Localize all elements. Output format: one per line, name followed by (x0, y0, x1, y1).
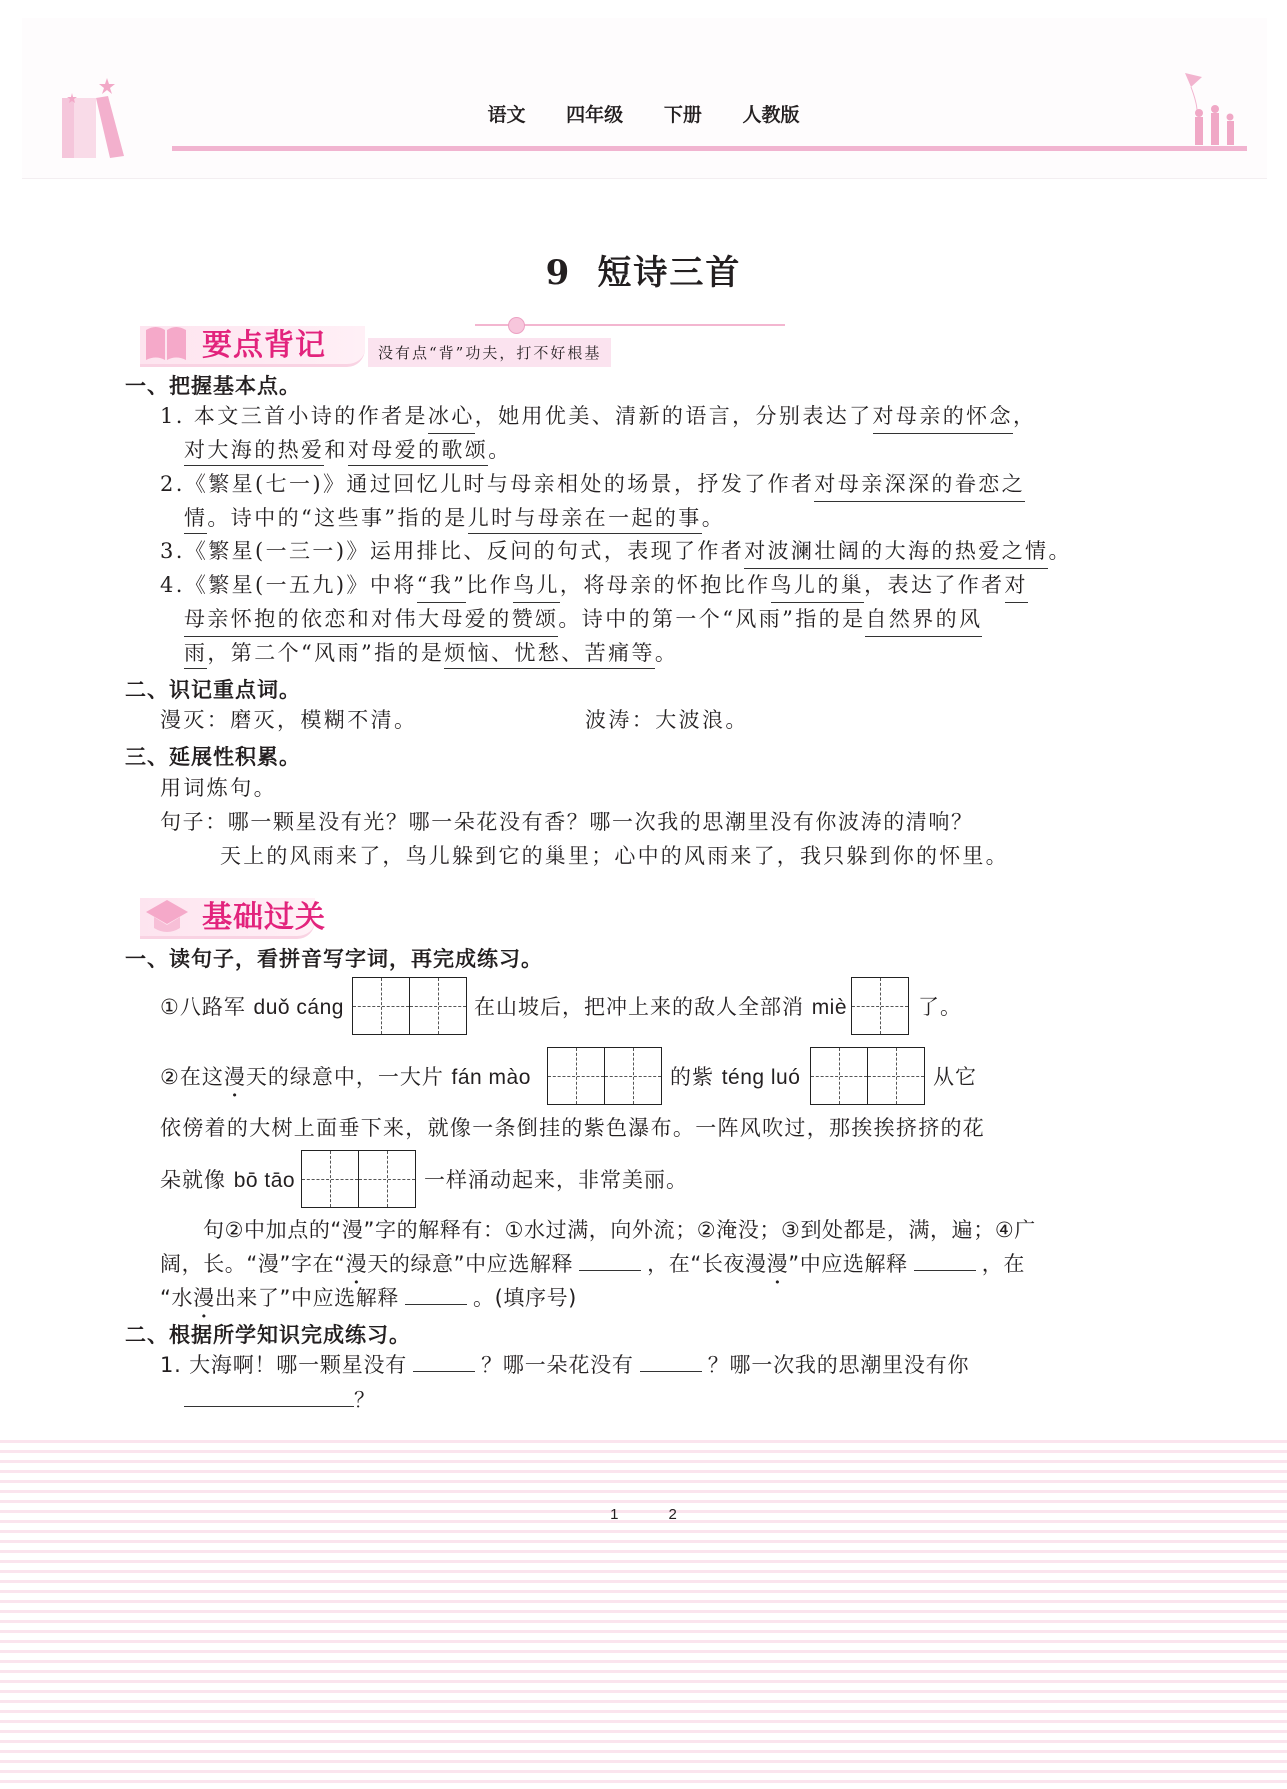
text: ，在“长夜漫 (647, 1252, 767, 1276)
pinyin: fán mào (451, 1066, 531, 1089)
answer-underlined: 情 (184, 506, 207, 534)
answer-underlined: 对 (1005, 571, 1028, 603)
text: 和 (324, 438, 348, 462)
text: ，在 (981, 1252, 1025, 1276)
answer-underlined: 母亲怀抱的依恋和对伟大母爱的赞颂 (184, 605, 558, 637)
header-rule (172, 146, 1247, 151)
answer-blank[interactable] (640, 1353, 702, 1372)
graduation-cap-icon (144, 896, 190, 936)
point-line (160, 470, 1026, 502)
heading-question-2: 二、根据所学知识完成练习。 (125, 1323, 411, 1347)
text: 一样涌动起来，非常美丽。 (424, 1168, 688, 1192)
sentence-1-cont (474, 993, 847, 1022)
footer-stripes (0, 1440, 1287, 1789)
text: 天的绿意”中应选解释 (367, 1252, 574, 1276)
banner-motto: 没有点“背”功夫，打不好根基 (368, 338, 611, 367)
text: 。诗中的“这些事”指的是 (207, 506, 468, 530)
text: 4.《繁星(一五九)》中将 (160, 573, 417, 597)
text: ，她用优美、清新的语言，分别表达了 (474, 404, 873, 428)
text: ，表达了作者 (864, 573, 1005, 597)
answer-underlined: 冰心 (428, 402, 475, 434)
question-2-line-2 (184, 1386, 376, 1414)
text: 出来了”中应选解释 (214, 1286, 399, 1310)
header-edition: 人教版 (742, 104, 800, 126)
sentence-2 (160, 1063, 531, 1102)
banner-label: 基础过关 (202, 900, 326, 935)
text: 。(填序号) (472, 1286, 577, 1310)
text: ”中应选解释 (788, 1252, 908, 1276)
answer-underlined: 对波澜壮阔的大海的热爱之情 (744, 537, 1048, 569)
page-number: 12 (610, 1506, 727, 1523)
point-line (184, 504, 725, 532)
answer-underlined: 鸟儿的巢 (771, 571, 865, 603)
example-sentence: 天上的风雨来了，鸟儿躲到它的巢里；心中的风雨来了，我只躲到你的怀里。 (220, 844, 1009, 868)
dotted-char: 漫 (223, 1065, 246, 1089)
word-definition: 漫灭：磨灭，模糊不清。 (160, 708, 418, 732)
header-subject: 语文 (487, 104, 526, 126)
text: “水 (160, 1286, 194, 1310)
lesson-title (0, 245, 1287, 294)
text: 1. 本文三首小诗的作者是 (160, 404, 428, 428)
lesson-name: 短诗三首 (597, 253, 742, 293)
dotted-char: 漫 (766, 1252, 789, 1276)
pinyin: duǒ cáng (253, 996, 344, 1019)
text: 。 (701, 506, 726, 530)
text: ①八路军 (160, 995, 246, 1019)
answer-blank[interactable] (184, 1388, 354, 1407)
text: 。诗中的第一个“风雨”指的是 (558, 607, 866, 631)
header-volume: 下册 (663, 104, 702, 126)
text: ？哪一朵花没有 (481, 1353, 634, 1377)
text: ，将母亲的怀抱比作 (559, 573, 771, 597)
answer-underlined: 自然界的风 (865, 605, 982, 637)
text: 1. 大海啊！哪一颗星没有 (160, 1353, 408, 1377)
text: 阔，长。“漫”字在“ (160, 1252, 346, 1276)
sentence-1 (160, 993, 344, 1022)
point-line (160, 571, 1028, 603)
answer-box-duo-cang[interactable] (352, 977, 467, 1035)
answer-underlined: 鸟儿 (513, 571, 560, 603)
sentence-2-cont (670, 1063, 800, 1092)
text: 比作 (466, 573, 514, 597)
explanation-question (160, 1284, 577, 1323)
open-book-icon (144, 324, 188, 364)
answer-underlined: 对母亲的怀念 (873, 402, 1013, 434)
answer-box-bo-tao[interactable] (301, 1150, 416, 1208)
text: 了。 (918, 995, 962, 1019)
dotted-char: 漫 (193, 1286, 215, 1310)
answer-blank[interactable] (405, 1286, 467, 1305)
point-line (184, 605, 983, 637)
dotted-char: 漫 (345, 1252, 368, 1276)
text: ②在这 (160, 1065, 224, 1089)
pinyin: bō tāo (233, 1169, 296, 1192)
sentence-2-line-2: 依傍着的大树上面垂下来，就像一条倒挂的紫色瀑布。一阵风吹过，那挨挨挤挤的花 (160, 1116, 986, 1140)
extension-intro: 用词炼句。 (160, 776, 277, 800)
text: 。 (1048, 539, 1072, 563)
text: 从它 (933, 1065, 977, 1089)
sentence-2-line-3 (160, 1166, 295, 1195)
question-2-line (160, 1351, 969, 1379)
header-grade: 四年级 (566, 104, 624, 126)
point-line (184, 436, 512, 464)
banner-label: 要点背记 (202, 328, 326, 363)
lesson-number: 9 (545, 253, 572, 293)
text: ？哪一次我的思潮里没有你 (707, 1353, 970, 1377)
answer-underlined: “我” (417, 571, 467, 603)
heading-question-1: 一、读句子，看拼音写字词，再完成练习。 (125, 947, 543, 971)
answer-underlined: 对母亲深深的眷恋之 (814, 470, 1025, 502)
page-header (22, 18, 1267, 179)
point-line (184, 639, 678, 667)
answer-box-mie[interactable] (851, 977, 909, 1035)
answer-underlined: 雨 (184, 641, 207, 669)
text: 2.《繁星(七一)》通过回忆儿时与母亲相处的场景，抒发了作者 (160, 472, 815, 496)
answer-underlined: 对大海的热爱 (184, 438, 324, 466)
point-line (160, 402, 1037, 434)
answer-box-teng-luo[interactable] (810, 1047, 925, 1105)
answer-blank[interactable] (413, 1353, 475, 1372)
word-definition: 波涛：大波浪。 (585, 708, 749, 732)
explanation-text: 句②中加点的“漫”字的解释有：①水过满，向外流；②淹没；③到处都是，满，遍；④广 (203, 1218, 1036, 1242)
text: 。 (654, 641, 679, 665)
header-title (0, 100, 1287, 127)
text: ， (1012, 404, 1037, 428)
answer-underlined: 烦恼、忧愁、苦痛等 (444, 641, 655, 669)
pinyin: miè (811, 996, 848, 1019)
heading-extension: 三、延展性积累。 (125, 745, 301, 769)
heading-key-words: 二、识记重点词。 (125, 678, 301, 702)
answer-blank[interactable] (914, 1252, 976, 1271)
answer-blank[interactable] (579, 1252, 641, 1271)
heading-basic-points: 一、把握基本点。 (125, 374, 301, 398)
text: 的紫 (670, 1065, 714, 1089)
answer-box-fan-mao[interactable] (547, 1047, 662, 1105)
text: 。 (488, 438, 512, 462)
pinyin: téng luó (721, 1066, 801, 1089)
answer-underlined: 对母爱的歌颂 (348, 438, 488, 466)
title-dot (508, 317, 525, 334)
text: 在山坡后，把冲上来的敌人全部消 (474, 995, 804, 1019)
text: 天的绿意中，一大片 (245, 1065, 444, 1089)
text: 朵就像 (160, 1168, 226, 1192)
answer-underlined: 儿时与母亲在一起的事 (468, 506, 702, 534)
text: ？ (354, 1388, 376, 1412)
example-sentence: 句子：哪一颗星没有光？哪一朵花没有香？哪一次我的思潮里没有你波涛的清响？ (160, 810, 974, 834)
point-line (160, 537, 1072, 569)
text: ，第二个“风雨”指的是 (207, 641, 445, 665)
text: 3.《繁星(一三一)》运用排比、反问的句式，表现了作者 (160, 539, 745, 563)
